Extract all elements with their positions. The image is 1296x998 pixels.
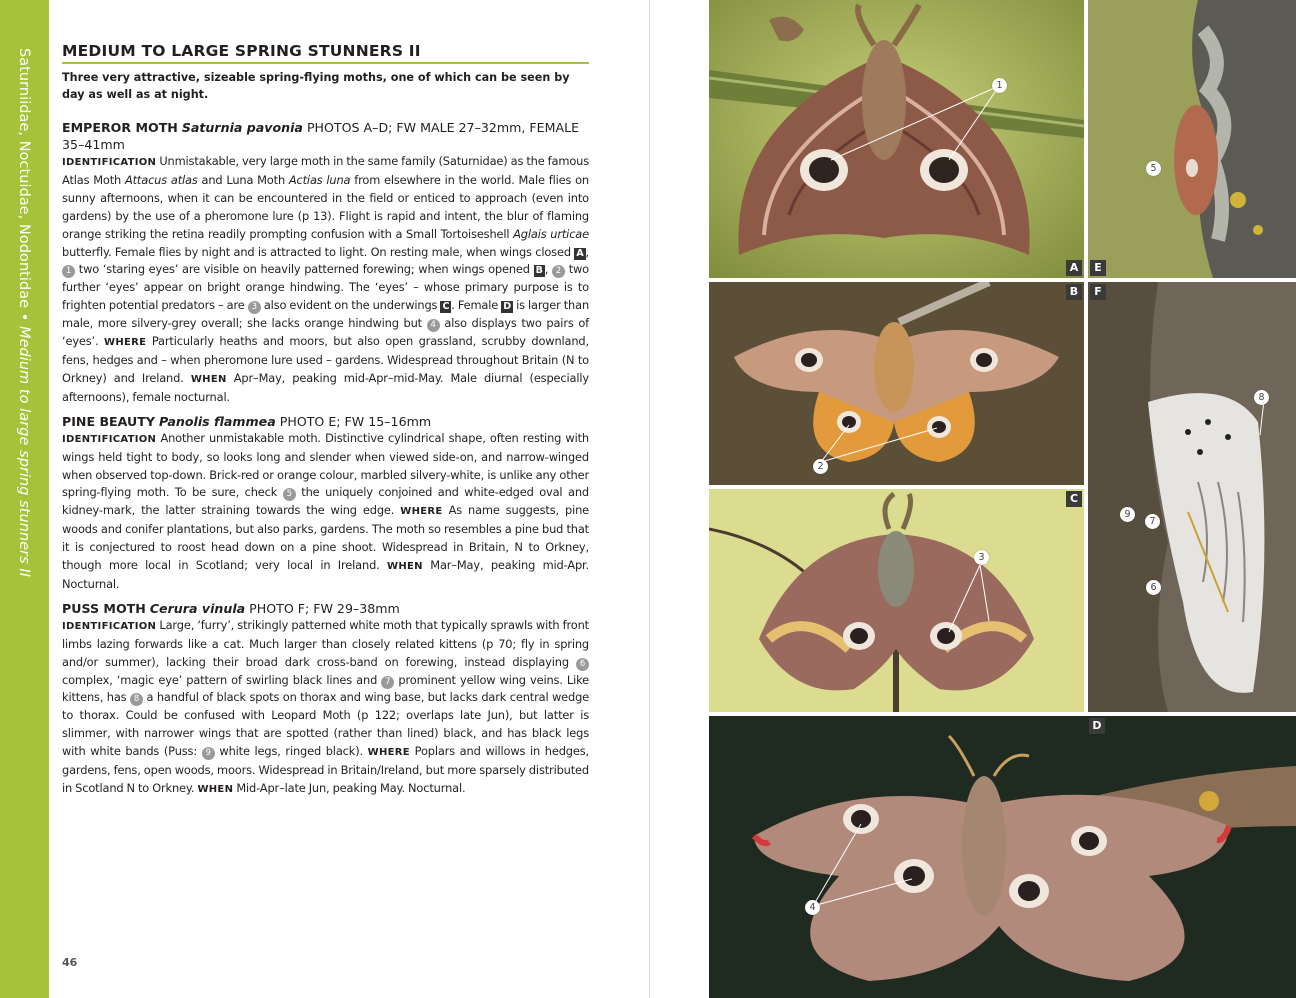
desc-text: Another unmistakable moth. Distinctive cylindrical shape, often resting with wings held tight to body, so looks long and slender when viewed side-on, and narrow-winged when observed top-down. Brick-red or orange colour, marbled silvery-white, is unlike any other spring-flying moth. To be sure, check <box>62 430 589 500</box>
desc-text: and Luna Moth <box>201 172 286 187</box>
latin-name: Panolis flammea <box>158 413 276 429</box>
desc-text: two further ‘eyes’ appear on bright orange hindwing. The ‘eyes’ – whose primary purpose is to frighten potential predators – are <box>62 262 590 313</box>
callout-1: 1 <box>992 78 1007 93</box>
desc-text: a handful of black spots on thorax and wing base, but lacks dark central wedge to thorax. Could be confused with Leopard Moth (p 122; overlaps late Jun), but latter is slimmer, with narrower wings that are spotted (rather than lined) black, and has black legs with white bands (Puss: <box>62 690 590 759</box>
callout-number-badge: 3 <box>248 301 261 314</box>
when-label: WHEN <box>197 784 234 795</box>
photo-c-emperor-underwing <box>709 489 1084 712</box>
where-text: Particularly heaths and moors, but also open grassland, scrubby downland, fens, hedges and – when pheromone lure used – gardens. Widespread throughout Britain (N to Orkney) and Ireland. <box>62 334 589 385</box>
desc-text: from elsewhere in the world. Male flies on sunny afternoons, when it can be encountered in the field or enticed to approach (even into gardens) by the use of a pheromone lure (p 13). Flight is rapid and intent, the blur of flaming orange striking the retina readily prompting confusion with a Small Tortoiseshell <box>62 172 589 241</box>
when-text: Mid-Apr–late Jun, peaking May. Nocturnal. <box>236 781 466 795</box>
page-number: 46 <box>62 956 78 969</box>
identification-label: IDENTIFICATION <box>62 620 157 632</box>
when-label: WHEN <box>190 373 227 385</box>
photo-ref-badge: A <box>576 247 584 259</box>
callout-number-badge: 7 <box>381 676 394 689</box>
photo-letter-e: E <box>1090 260 1106 276</box>
right-page <box>650 0 1296 998</box>
where-label: WHERE <box>104 337 147 349</box>
latin-inline: Actias luna <box>288 172 351 187</box>
photo-letter-c: C <box>1066 491 1082 507</box>
callout-8: 8 <box>1254 390 1269 405</box>
photo-letter-d: D <box>1089 718 1105 734</box>
species-puss-moth <box>62 600 589 799</box>
common-name: EMPEROR MOTH <box>62 120 178 135</box>
identification-label: IDENTIFICATION <box>62 157 157 168</box>
photo-a-emperor-male-resting <box>709 0 1084 278</box>
species-emperor-moth <box>62 119 589 407</box>
photo-ref-badge: D <box>503 301 511 313</box>
moth-illustration <box>709 0 1084 278</box>
callout-number-badge: 9 <box>202 747 215 760</box>
callout-number-badge: 4 <box>427 319 440 332</box>
desc-text: Unmistakable, very large moth in the same family (Saturnidae) as the famous Atlas Moth <box>62 154 589 187</box>
latin-inline: Aglais urticae <box>513 226 589 241</box>
where-label: WHERE <box>367 747 410 759</box>
callout-3: 3 <box>974 550 989 565</box>
desc-text: prominent yellow wing veins. Like kittens, has <box>62 672 590 705</box>
callout-number-badge: 6 <box>576 658 589 671</box>
photo-d-emperor-female <box>709 716 1296 998</box>
moth-illustration <box>709 282 1084 485</box>
side-tab <box>0 0 49 998</box>
desc-text: . Female <box>451 298 499 313</box>
desc-text: is larger than male, more silvery-grey overall; she lacks orange hindwing but <box>62 298 590 331</box>
callout-9: 9 <box>1120 507 1135 522</box>
side-tab-chapter: Medium to large spring stunners II <box>16 326 32 578</box>
callout-number-badge: 1 <box>62 265 75 278</box>
identification-label: IDENTIFICATION <box>62 433 157 445</box>
photo-letter-a: A <box>1066 260 1082 276</box>
species-heading <box>62 600 589 617</box>
section-title: MEDIUM TO LARGE SPRING STUNNERS II <box>62 42 589 64</box>
common-name: PINE BEAUTY <box>62 413 155 429</box>
page-content <box>62 42 589 805</box>
callout-number-badge: 8 <box>130 693 143 706</box>
photo-ref-badge: C <box>442 301 450 313</box>
when-text: Mar–May, peaking mid-Apr. Nocturnal. <box>62 558 590 591</box>
species-heading <box>62 413 589 430</box>
callout-4: 4 <box>805 900 820 915</box>
photo-b-emperor-male-open <box>709 282 1084 485</box>
moth-illustration <box>709 489 1084 712</box>
species-meta: PHOTOS A–D; FW MALE 27–32mm, FEMALE 35–41mm <box>62 120 580 152</box>
photo-ref-badge: B <box>535 265 543 277</box>
desc-text: complex, ‘magic eye’ pattern of swirling black lines and <box>62 672 378 687</box>
photo-e-pine-beauty <box>1088 0 1296 278</box>
moth-illustration <box>1088 282 1296 712</box>
moth-illustration <box>709 716 1296 998</box>
callout-5: 5 <box>1146 161 1161 176</box>
species-pine-beauty <box>62 413 589 594</box>
desc-text: two ‘staring eyes’ are visible on heavily patterned forewing; when wings opened <box>78 262 530 277</box>
moth-illustration <box>1088 0 1296 278</box>
desc-text: also displays two pairs of ‘eyes’. <box>62 316 590 349</box>
side-tab-families: Saturniidae, Noctuidae, Nodontidae • <box>16 48 32 327</box>
species-meta: PHOTO F; FW 29–38mm <box>249 600 400 616</box>
callout-number-badge: 2 <box>552 265 565 278</box>
species-description: IDENTIFICATION Unmistakable, very large moth in the same family (Saturnidae) as the famous Atlas Moth Attacus atlas and Luna Moth Actias luna from elsewhere in the world. Male flies on sunny afternoons, when it can be encountered in the field or enticed to approach (even into gardens) by the use of a pheromone lure (p 13). Flight is rapid and intent, the blur of flaming orange striking the retina readily prompting confusion with a Small Tortoiseshell Aglais urticae butterfly. Female flies by night and is attracted to light. On resting male, when wings closed A , 1 two ‘staring eyes’ are visible on heavily patterned forewing; when wings opened B , 2 two further ‘eyes’ appear on bright orange hindwing. The ‘eyes’ – whose primary purpose is to frighten potential predators – are 3 also evident on the underwings C . Female D is larger than male, more silvery-grey overall; she lacks orange hindwing but 4 also displays two pairs of ‘eyes’. WHERE Particularly heaths and moors, but also open grassland, scrubby downland, fens, hedges and – when pheromone lure used – gardens. Widespread throughout Britain (N to Orkney) and Ireland. WHEN Apr–May, peaking mid-Apr–mid-May. Male diurnal (especially afternoons), female nocturnal. <box>62 154 590 404</box>
desc-text: white legs, ringed black). <box>219 744 363 759</box>
desc-text: Large, ‘furry’, strikingly patterned white moth that typically sprawls with front limbs lazing forwards like a cat. Much larger than closely related kittens (p 70; fly in spring and/or summer), lacking their broad dark cross-band on forewing, instead displaying <box>62 617 589 669</box>
side-tab-label <box>16 48 32 577</box>
desc-text: also evident on the underwings <box>263 298 438 313</box>
species-meta: PHOTO E; FW 15–16mm <box>279 413 432 429</box>
latin-name: Cerura vinula <box>149 600 246 616</box>
common-name: PUSS MOTH <box>62 600 146 616</box>
latin-name: Saturnia pavonia <box>181 120 303 135</box>
desc-text: the uniquely conjoined and white-edged oval and kidney-mark, the latter straining towards the wing edge. <box>62 485 589 518</box>
where-text: As name suggests, pine woods and conifer plantations, but also parks, gardens. The moth so resembles a pine bud that it is conjectured to roost head down on a pine shoot. Widespread in Britain, N to Orkney, though more local in Scotland; very local in Ireland. <box>62 503 590 573</box>
when-text: Apr–May, peaking mid-Apr–mid-May. Male diurnal (especially afternoons), female nocturnal. <box>62 370 589 404</box>
species-description <box>62 617 589 799</box>
where-label: WHERE <box>400 506 443 518</box>
species-description <box>62 430 589 594</box>
latin-inline: Attacus atlas <box>124 172 198 187</box>
callout-6: 6 <box>1146 580 1161 595</box>
callout-number-badge: 5 <box>283 488 296 501</box>
section-intro: Three very attractive, sizeable spring-flying moths, one of which can be seen by day as well as at night. <box>62 71 570 101</box>
desc-text: butterfly. Female flies by night and is attracted to light. On resting male, when wings closed <box>62 244 571 259</box>
when-label: WHEN <box>387 561 423 573</box>
callout-2: 2 <box>813 459 828 474</box>
species-heading <box>62 119 589 153</box>
callout-7: 7 <box>1145 514 1160 529</box>
photo-letter-b: B <box>1066 284 1082 300</box>
photo-f-puss-moth <box>1088 282 1296 712</box>
photo-letter-f: F <box>1090 284 1106 300</box>
where-text: Poplars and willows in hedges, gardens, fens, open woods, moors. Widespread in Britain/Ireland, but more sparsely distributed in Scotland N to Orkney. <box>62 744 589 795</box>
